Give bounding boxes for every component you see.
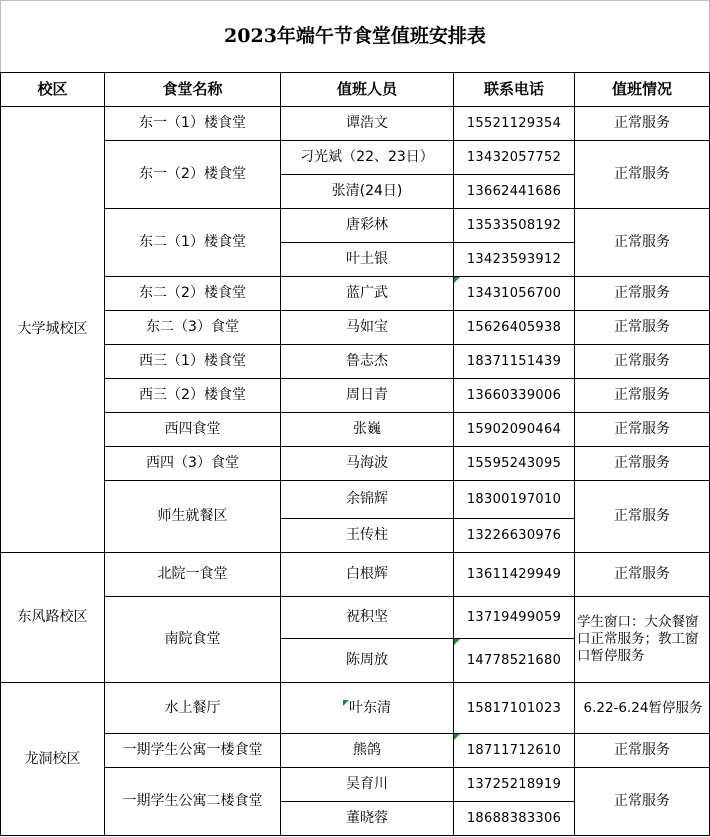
phone-cell: 13432057752 [454,141,575,175]
page-title: 2023年端午节食堂值班安排表 [1,1,710,73]
phone-cell: 15595243095 [454,447,575,481]
canteen-cell: 师生就餐区 [105,481,281,553]
table-row [1,311,710,345]
phone-cell: 13719499059 [454,597,575,639]
canteen-cell: 西三（2）楼食堂 [105,379,281,413]
staff-cell: 马如宝 [281,311,454,345]
status-cell: 6.22-6.24暂停服务 [575,683,710,734]
staff-cell: 张清(24日) [281,175,454,209]
status-cell: 正常服务 [575,734,710,768]
status-cell: 正常服务 [575,481,710,553]
staff-cell: 周日青 [281,379,454,413]
header-canteen: 食堂名称 [105,73,281,107]
phone-cell: 18371151439 [454,345,575,379]
phone-text: 13431056700 [466,286,562,301]
table-row [1,413,710,447]
campus-cell: 东风路校区 [1,553,105,683]
canteen-cell: 西四（3）食堂 [105,447,281,481]
status-cell: 正常服务 [575,553,710,597]
phone-cell: 15902090464 [454,413,575,447]
phone-cell: 13423593912 [454,243,575,277]
status-cell: 正常服务 [575,311,710,345]
phone-text: 14778521680 [466,653,562,668]
phone-cell: 15626405938 [454,311,575,345]
staff-cell: 蓝广武 [281,277,454,311]
status-cell: 正常服务 [575,447,710,481]
table-row [1,768,710,802]
phone-cell [454,639,575,683]
staff-cell: 祝积坚 [281,597,454,639]
phone-cell [454,734,575,768]
canteen-cell: 水上餐厅 [105,683,281,734]
canteen-cell: 东二（3）食堂 [105,311,281,345]
campus-cell: 龙洞校区 [1,683,105,836]
canteen-cell: 一期学生公寓二楼食堂 [105,768,281,836]
phone-cell: 13662441686 [454,175,575,209]
staff-cell: 余锦辉 [281,481,454,519]
comment-marker-icon [454,277,460,283]
staff-cell: 白根辉 [281,553,454,597]
staff-text: 叶东清 [349,699,391,716]
comment-marker-icon [454,639,460,645]
header-status: 值班情况 [575,73,710,107]
status-cell: 正常服务 [575,379,710,413]
status-cell: 正常服务 [575,141,710,209]
staff-cell: 董晓蓉 [281,802,454,836]
staff-cell: 谭浩文 [281,107,454,141]
table-row [1,597,710,639]
status-cell: 正常服务 [575,345,710,379]
canteen-cell: 东一（1）楼食堂 [105,107,281,141]
phone-cell: 13611429949 [454,553,575,597]
phone-cell: 18688383306 [454,802,575,836]
status-cell: 正常服务 [575,768,710,836]
table-row [1,734,710,768]
canteen-cell: 东二（2）楼食堂 [105,277,281,311]
table-row [1,277,710,311]
table-row [1,683,710,734]
canteen-cell: 西四食堂 [105,413,281,447]
staff-cell: 鲁志杰 [281,345,454,379]
table-row [1,447,710,481]
campus-cell: 大学城校区 [1,107,105,553]
phone-text: 18711712610 [466,743,562,758]
canteen-cell: 东二（1）楼食堂 [105,209,281,277]
staff-cell: 叶土银 [281,243,454,277]
table-row [1,345,710,379]
staff-cell: 吴育川 [281,768,454,802]
phone-cell: 18300197010 [454,481,575,519]
staff-cell [281,683,454,734]
phone-cell: 15521129354 [454,107,575,141]
phone-cell: 13533508192 [454,209,575,243]
table-row [1,481,710,519]
canteen-cell: 西三（1）楼食堂 [105,345,281,379]
table-row [1,379,710,413]
phone-cell: 13660339006 [454,379,575,413]
table-row [1,209,710,243]
staff-cell: 熊鸽 [281,734,454,768]
status-cell: 正常服务 [575,209,710,277]
table-row [1,553,710,597]
staff-cell: 张巍 [281,413,454,447]
status-cell: 正常服务 [575,413,710,447]
staff-cell: 唐彩林 [281,209,454,243]
canteen-cell: 南院食堂 [105,597,281,683]
table-row [1,141,710,175]
staff-cell: 王传柱 [281,519,454,553]
status-cell: 正常服务 [575,107,710,141]
header-campus: 校区 [1,73,105,107]
staff-cell: 陈周放 [281,639,454,683]
comment-marker-icon [454,734,460,740]
status-cell: 学生窗口：大众餐窗口正常服务；教工窗口暂停服务 [575,597,710,683]
phone-cell: 15817101023 [454,683,575,734]
header-staff: 值班人员 [281,73,454,107]
staff-cell: 马海波 [281,447,454,481]
phone-cell [454,277,575,311]
comment-marker-icon [343,700,349,706]
canteen-cell: 北院一食堂 [105,553,281,597]
canteen-cell: 东一（2）楼食堂 [105,141,281,209]
phone-cell: 13226630976 [454,519,575,553]
phone-cell: 13725218919 [454,768,575,802]
table-row [1,107,710,141]
canteen-cell: 一期学生公寓一楼食堂 [105,734,281,768]
status-cell: 正常服务 [575,277,710,311]
staff-cell: 刁光斌（22、23日） [281,141,454,175]
header-phone: 联系电话 [454,73,575,107]
